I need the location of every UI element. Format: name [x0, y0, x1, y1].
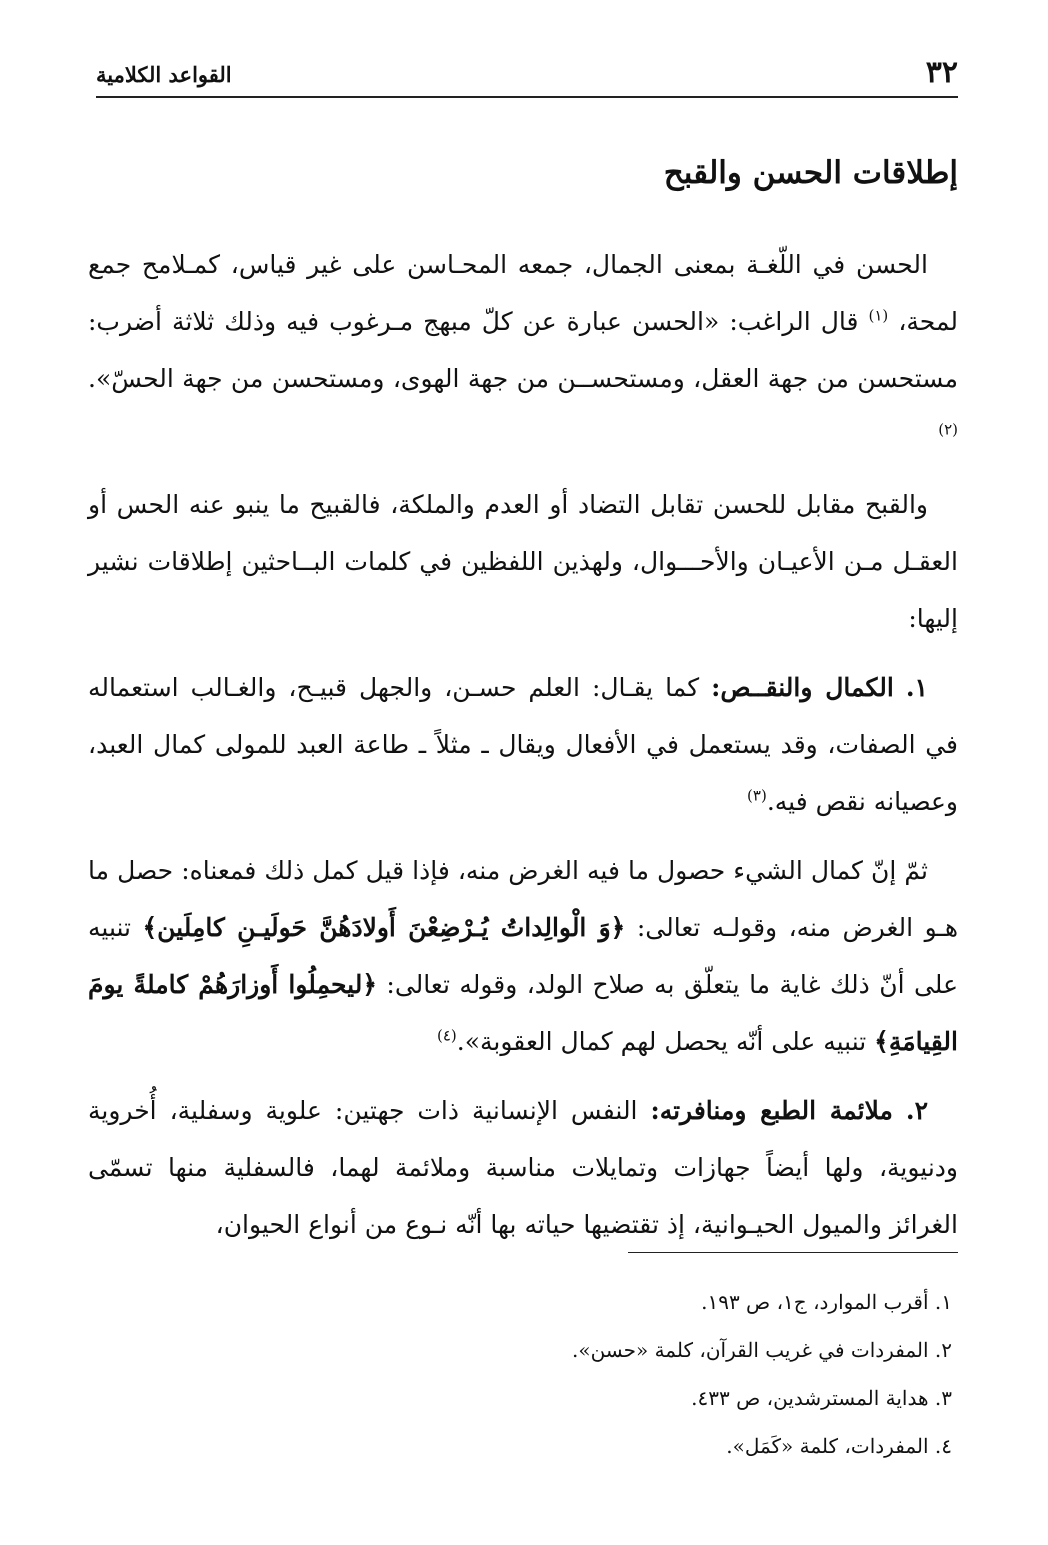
paragraph-text: ثمّ إنّ كمال الشيء حصول ما فيه الغرض منه، فإذا قيل كمل ذلك فمعناه: حصل ما هـو الغرض منه، وقولـه تعالى: [88, 856, 959, 942]
footnote-3: ٣. هداية المسترشدين، ص ٤٣٣. [691, 1386, 952, 1410]
paragraph-text: والقبح مقابل للحسن تقابل التضاد أو العدم والملكة، فالقبيح ما ينبو عنه الحس أو العقـل مـن الأعيـان والأحـــوال، ولهذين اللفظين في كلمات البــاحثين إطلاقات نشير إليها: [88, 490, 958, 633]
footnote-ref: (٣) [747, 786, 767, 805]
item-term: ملائمة الطبع ومنافرته: [650, 1096, 893, 1125]
item-number: ١. [905, 673, 928, 702]
paragraph-text: النفس الإنسانية ذات جهتين: علوية وسفلية، أُخروية ودنيوية، ولها أيضاً جهازات وتمايلات مناسبة وملائمة لهما، فالسفلية منها تسمّى الغرائز والميول الحيـوانية، إذ تقتضيها حياته بها أنّه نـوع من أنواع الحيوان، [88, 1096, 958, 1239]
footnote-1: ١. أقرب الموارد، ج١، ص ١٩٣. [701, 1290, 952, 1314]
paragraph-text: تنبيه على أنّ ذلك غاية ما يتعلّق به صلاح الولد، وقوله تعالى: [88, 913, 958, 999]
footnote-2: ٢. المفردات في غريب القرآن، كلمة «حسن». [571, 1338, 952, 1362]
section-title: إطلاقات الحسن والقبح [663, 155, 958, 191]
paragraph-text: كما يقـال: العلم حسـن، والجهل قبيـح، والغـالب استعماله في الصفات، وقد يستعمل في الأفعال ويقال ـ مثلاً ـ طاعة العبد للمولى كمال العبد، وعصيانه نقص فيه. [88, 673, 958, 816]
page-number: ٣٢ [925, 55, 958, 90]
footnote-ref: (٤) [437, 1026, 457, 1045]
footnote-divider [628, 1252, 958, 1253]
running-header [96, 56, 958, 98]
paragraph-kamal [88, 842, 958, 1070]
paragraph-definition [88, 236, 958, 464]
paragraph-item-1 [88, 659, 958, 830]
footnotes [96, 1278, 952, 1470]
quran-quote: ﴿وَ الْوالِداتُ يُـرْضِعْنَ أَولادَهُنَّ حَولَيـنِ كامِلَين﴾ [142, 913, 626, 942]
paragraph-text: تنبيه على أنّه يحصل لهم كمال العقوبة». [456, 1027, 867, 1056]
footnote-ref: (٢) [938, 420, 958, 439]
paragraph-text: الحسن في اللّغـة بمعنى الجمال، جمعه المحـاسن على غير قياس، كمـلامح جمع لمحة، [88, 250, 959, 336]
book-title: القواعد الكلامية [96, 62, 232, 87]
item-number: ٢. [905, 1096, 928, 1125]
footnote-4: ٤. المفردات، كلمة «كَمَل». [726, 1434, 952, 1458]
paragraph-text: قال الراغب: «الحسن عبارة عن كلّ مبهج مـرغوب فيه وذلك ثلاثة أضرب: مستحسن من جهة العقل، ومستحســن من جهة الهوى، ومستحسن من جهة الحسّ». [88, 307, 958, 393]
quran-quote: ﴿ليحمِلُوا أَوزارَهُمْ كاملةً يومَ القِيامَةِ﴾ [88, 970, 958, 1056]
paragraph-item-2 [88, 1082, 958, 1253]
item-term: الكمال والنقــص: [711, 673, 894, 702]
body-text [88, 236, 958, 1265]
paragraph-qubh [88, 476, 958, 647]
footnote-ref: (١) [868, 306, 889, 325]
